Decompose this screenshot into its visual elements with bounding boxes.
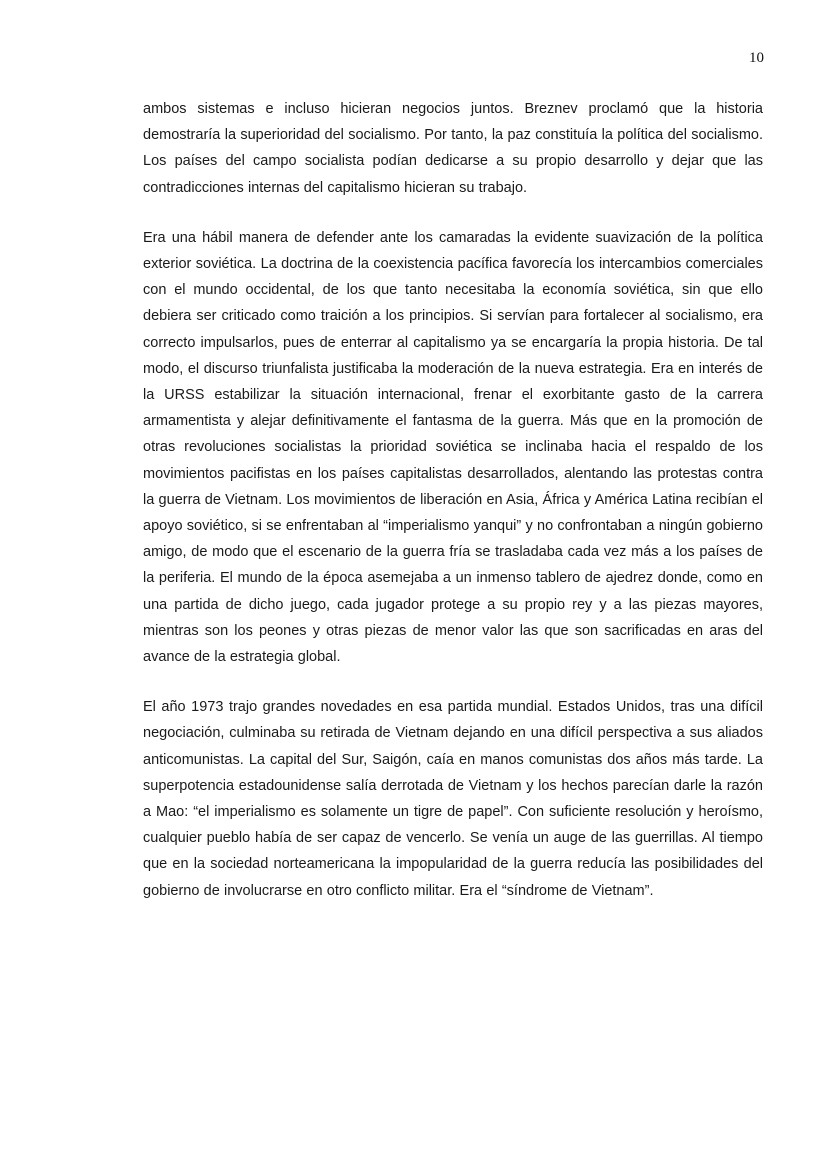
- body-text: [143, 96, 763, 928]
- paragraph-1: ambos sistemas e incluso hicieran negocios juntos. Breznev proclamó que la historia demostraría la superioridad del socialismo. Por tanto, la paz constituía la política del socialismo. Los países del campo socialista podían dedicarse a su propio desarrollo y dejar que las contradicciones internas del capitalismo hicieran su trabajo.: [143, 101, 763, 196]
- page-number: 10: [749, 50, 764, 66]
- paragraph-3: El año 1973 trajo grandes novedades en esa partida mundial. Estados Unidos, tras una difícil negociación, culminaba su retirada de Vietnam dejando en una difícil perspectiva a sus aliados anticomunistas. La capital del Sur, Saigón, caía en manos comunistas dos años más tarde. La superpotencia estadounidense salía derrotada de Vietnam y los hechos parecían darle la razón a Mao: “el imperialismo es solamente un tigre de papel”. Con suficiente resolución y heroísmo, cualquier pueblo había de ser capaz de vencerlo. Se venía un auge de las guerrillas. Al tiempo que en la sociedad norteamericana la impopularidad de la guerra reducía las posibilidades del gobierno de involucrarse en otro conflicto militar. Era el “síndrome de Vietnam”.: [143, 699, 763, 899]
- paragraph-2: Era una hábil manera de defender ante los camaradas la evidente suavización de la política exterior soviética. La doctrina de la coexistencia pacífica favorecía los intercambios comerciales con el mundo occidental, de los que tanto necesitaba la economía soviética, sin que ello debiera ser criticado como traición a los principios. Si servían para fortalecer al socialismo, era correcto impulsarlos, pues de enterrar al capitalismo ya se encargaría la propia historia. De tal modo, el discurso triunfalista justificaba la moderación de la nueva estrategia. Era en interés de la URSS estabilizar la situación internacional, frenar el exorbitante gasto de la carrera armamentista y alejar definitivamente el fantasma de la guerra. Más que en la promoción de otras revoluciones socialistas la prioridad soviética se inclinaba hacia el respaldo de los movimientos pacifistas en los países capitalistas desarrollados, alentando las protestas contra la guerra de Vietnam. Los movimientos de liberación en Asia, África y América Latina recibían el apoyo soviético, si se enfrentaban al “imperialismo yanqui” y no confrontaban a ningún gobierno amigo, de modo que el escenario de la guerra fría se trasladaba cada vez más a los países de la periferia. El mundo de la época asemejaba a un inmenso tablero de ajedrez donde, como en una partida de dicho juego, cada jugador protege a su propio rey y a las piezas mayores, mientras son los peones y otras piezas de menor valor las que son sacrificadas en aras del avance de la estrategia global.: [143, 229, 763, 666]
